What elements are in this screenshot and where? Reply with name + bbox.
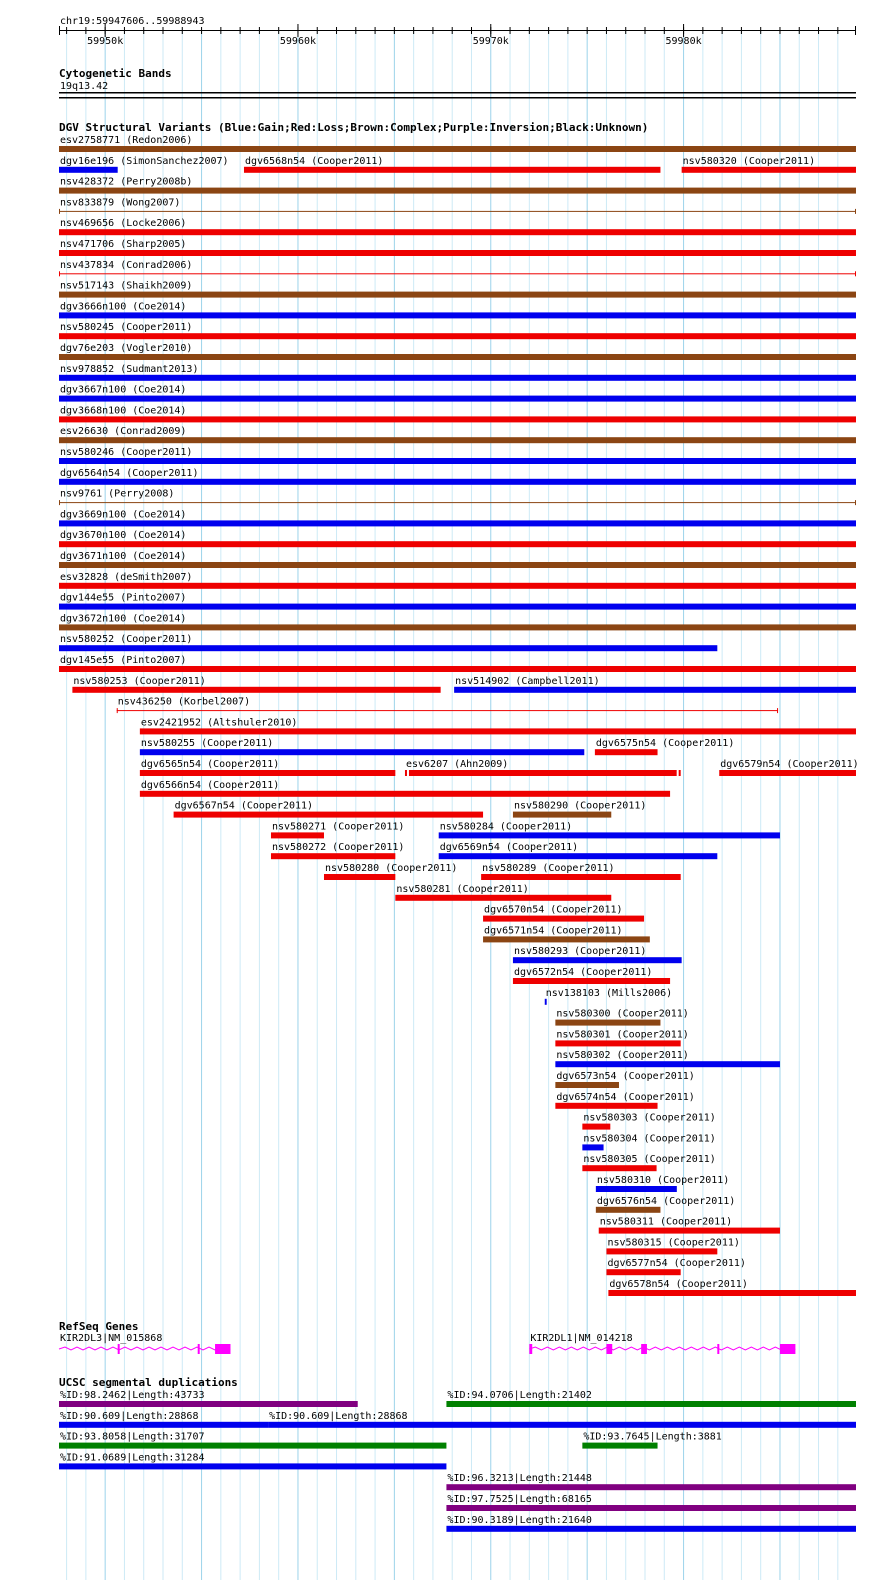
variant-label: nsv580253 (Cooper2011) (73, 675, 206, 687)
variant-bar (555, 1061, 780, 1067)
segdup-bar (59, 1443, 446, 1449)
cytoband-bar-bottom (59, 97, 856, 99)
variant-bar (117, 710, 778, 711)
gene-exon (641, 1344, 647, 1354)
cytoband-label: 19q13.42 (60, 81, 109, 92)
variant-bar (582, 1124, 610, 1130)
variant-bar-gap (677, 770, 679, 776)
segdup-bar (59, 1422, 268, 1428)
segdup-label: %ID:98.2462|Length:43733 (60, 1390, 205, 1401)
variant-label: dgv3670n100 (Coe2014) (60, 530, 187, 542)
variant-bar (59, 416, 856, 422)
segdup-track (59, 1376, 856, 1532)
variant-label: nsv514902 (Campbell2011) (455, 675, 600, 687)
variant-label: esv26630 (Conrad2009) (60, 426, 187, 438)
variant-label: nsv580281 (Cooper2011) (396, 883, 529, 895)
variant-label: esv2421952 (Altshuler2010) (140, 717, 298, 729)
variant-label: dgv3671n100 (Coe2014) (60, 551, 187, 562)
variant-bar (59, 541, 856, 547)
variant-label: esv32828 (deSmith2007) (60, 571, 193, 583)
segdup-bar (446, 1526, 856, 1532)
gene-exon (606, 1344, 612, 1354)
dgv-track-title: DGV Structural Variants (Blue:Gain;Red:Loss;Brown:Complex;Purple:Inversion;Black:Unknown) (59, 121, 649, 134)
variant-bar (59, 375, 856, 381)
variant-bar (140, 791, 670, 797)
variant-bar (719, 770, 856, 776)
variant-bar-start-cap (59, 271, 60, 276)
variant-bar (595, 749, 658, 755)
variant-label: dgv6579n54 (Cooper2011) (720, 759, 859, 770)
segdup-bar (268, 1422, 856, 1428)
variant-bar (271, 832, 324, 838)
variant-bar (513, 957, 682, 963)
variant-label: nsv580302 (Cooper2011) (556, 1050, 689, 1062)
variant-bar (59, 562, 856, 568)
variant-label: dgv3666n100 (Coe2014) (60, 301, 187, 313)
dgv-track (59, 121, 859, 1296)
variant-label: nsv580289 (Cooper2011) (482, 863, 615, 874)
variant-label: dgv16e196 (SimonSanchez2007) (60, 155, 229, 167)
variant-label: nsv580284 (Cooper2011) (439, 821, 573, 833)
cytoband-track-title: Cytogenetic Bands (59, 67, 172, 80)
variant-bar (555, 1103, 657, 1109)
variant-bar (582, 1165, 656, 1171)
variant-label: nsv471706 (Sharp2005) (60, 239, 187, 250)
variant-label: nsv580271 (Cooper2011) (271, 821, 405, 833)
variant-bar (395, 895, 611, 901)
segdup-track-title: UCSC segmental duplications (59, 1376, 238, 1389)
variant-bar (324, 874, 395, 880)
variant-bar (481, 874, 681, 880)
variant-label: dgv6564n54 (Cooper2011) (60, 467, 199, 479)
segdup-bar (446, 1505, 856, 1511)
segdup-bar (582, 1443, 657, 1449)
variant-label: dgv6576n54 (Cooper2011) (596, 1195, 736, 1207)
variant-bar (59, 188, 856, 194)
gene-label: KIR2DL3|NM_015868 (60, 1333, 163, 1344)
variant-bar (59, 583, 856, 589)
variant-bar (59, 229, 856, 235)
variant-label: dgv3668n100 (Coe2014) (60, 405, 187, 417)
variant-bar (140, 770, 395, 776)
variant-label: nsv517143 (Shaikh2009) (60, 280, 193, 292)
variant-bar (59, 211, 856, 212)
variant-bar (59, 333, 856, 339)
refseq-track-title: RefSeq Genes (59, 1320, 139, 1333)
gene-exon (198, 1344, 200, 1354)
variant-label: dgv3672n100 (Coe2014) (60, 613, 187, 625)
variant-bar (59, 396, 856, 402)
ruler-tick-label: 59960k (279, 36, 317, 47)
variant-label: nsv580303 (Cooper2011) (583, 1112, 716, 1124)
variant-bar-end-cap (855, 271, 856, 276)
variant-bar-end-cap (855, 209, 856, 214)
variant-bar-end-cap (777, 708, 778, 713)
variant-label: nsv833879 (Wong2007) (60, 197, 181, 209)
variant-bar (140, 749, 584, 755)
variant-label: dgv6565n54 (Cooper2011) (140, 759, 280, 770)
segdup-label: %ID:97.7525|Length:68165 (447, 1494, 592, 1505)
variant-label: dgv6578n54 (Cooper2011) (609, 1279, 748, 1290)
variant-label: nsv580315 (Cooper2011) (607, 1237, 740, 1249)
variant-label: nsv580304 (Cooper2011) (583, 1133, 716, 1145)
gene-exon (717, 1344, 719, 1354)
variant-bar (72, 687, 440, 693)
variant-bar (59, 645, 717, 651)
variant-label: dgv6568n54 (Cooper2011) (244, 155, 384, 167)
variant-bar-start-cap (59, 500, 60, 505)
variant-bar (271, 853, 395, 859)
variant-label: nsv580293 (Cooper2011) (513, 946, 647, 958)
segdup-label: %ID:93.8058|Length:31707 (60, 1431, 205, 1443)
variant-label: dgv6571n54 (Cooper2011) (484, 925, 623, 937)
variant-label: nsv580245 (Cooper2011) (60, 322, 193, 334)
variant-bar (606, 1248, 717, 1254)
variant-label: dgv3667n100 (Coe2014) (60, 384, 187, 396)
segdup-label: %ID:94.0706|Length:21402 (447, 1390, 592, 1401)
variant-label: nsv580290 (Cooper2011) (513, 800, 647, 812)
variant-bar (582, 1144, 603, 1150)
variant-bar (59, 167, 118, 173)
variant-label: nsv580272 (Cooper2011) (271, 842, 405, 854)
variant-bar (555, 1082, 619, 1088)
variant-bar (140, 728, 856, 734)
variant-bar (454, 687, 856, 693)
variant-bar-end-cap (855, 500, 856, 505)
variant-bar (483, 936, 650, 942)
variant-bar-gap (407, 770, 409, 776)
variant-bar (606, 1269, 680, 1275)
gene-exon (118, 1344, 120, 1354)
variant-bar (59, 520, 856, 526)
variant-bar (608, 1290, 856, 1296)
ruler-tick-label: 59980k (665, 36, 702, 47)
variant-label: dgv76e203 (Vogler2010) (60, 343, 193, 354)
variant-bar (59, 250, 856, 256)
variant-label: dgv6567n54 (Cooper2011) (174, 800, 314, 812)
variant-bar (59, 502, 856, 503)
variant-bar (545, 999, 547, 1005)
variant-bar (59, 666, 856, 672)
variant-bar (59, 312, 856, 318)
variant-bar-start-cap (59, 209, 60, 214)
variant-label: dgv6574n54 (Cooper2011) (556, 1091, 695, 1103)
gene-exon (529, 1344, 532, 1354)
segdup-bar (59, 1401, 358, 1407)
variant-label: dgv6566n54 (Cooper2011) (140, 779, 280, 791)
variant-bar (555, 1020, 660, 1026)
ruler-tick-label: 59970k (472, 36, 509, 47)
segdup-bar (446, 1484, 856, 1490)
variant-label: dgv6569n54 (Cooper2011) (439, 842, 579, 854)
variant-bar (59, 292, 856, 298)
variant-label: nsv138103 (Mills2006) (545, 987, 673, 999)
variant-label: nsv437834 (Conrad2006) (60, 259, 193, 271)
variant-bar (596, 1186, 677, 1192)
gene-intron-line (59, 1347, 230, 1350)
variant-label: dgv6577n54 (Cooper2011) (607, 1258, 746, 1270)
variant-bar (59, 624, 856, 630)
variant-label: nsv580301 (Cooper2011) (556, 1029, 689, 1041)
variant-label: dgv145e55 (Pinto2007) (60, 655, 187, 666)
refseq-track (59, 1320, 795, 1354)
gene-exon (780, 1344, 795, 1354)
variant-bar (59, 479, 856, 485)
variant-bar (59, 354, 856, 360)
segdup-label: %ID:90.609|Length:28868 (269, 1410, 408, 1422)
variant-bar (596, 1207, 661, 1213)
variant-label: dgv3669n100 (Coe2014) (60, 509, 187, 521)
variant-bar (513, 978, 670, 984)
variant-bar-start-cap (117, 708, 118, 713)
variant-label: nsv580320 (Cooper2011) (682, 155, 816, 167)
segdup-bar (59, 1463, 446, 1469)
variant-label: nsv978852 (Sudmant2013) (60, 363, 199, 375)
variant-bar (599, 1228, 780, 1234)
variant-label: dgv6570n54 (Cooper2011) (484, 904, 623, 916)
gene-label: KIR2DL1|NM_014218 (530, 1333, 633, 1344)
variant-bar (439, 853, 718, 859)
variant-bar (513, 812, 611, 818)
segdup-label: %ID:90.609|Length:28868 (60, 1410, 199, 1422)
variant-label: nsv580252 (Cooper2011) (60, 634, 193, 646)
variant-label: nsv9761 (Perry2008) (60, 488, 175, 500)
variant-label: nsv436250 (Korbel2007) (117, 696, 251, 708)
variant-label: dgv6572n54 (Cooper2011) (513, 967, 653, 978)
variant-bar (244, 167, 660, 173)
variant-label: nsv580246 (Cooper2011) (60, 447, 193, 458)
variant-label: nsv580255 (Cooper2011) (140, 738, 274, 750)
variant-label: nsv580310 (Cooper2011) (596, 1175, 730, 1186)
variant-label: nsv469656 (Locke2006) (60, 218, 187, 230)
variant-label: esv2758771 (Redon2006) (60, 135, 193, 146)
variant-label: nsv580280 (Cooper2011) (324, 863, 458, 874)
ruler-tick-label: 59950k (87, 36, 124, 47)
segdup-label: %ID:91.0689|Length:31284 (60, 1452, 205, 1464)
cytoband-track (59, 67, 856, 99)
gene-exon (215, 1344, 230, 1354)
variant-bar (59, 437, 856, 443)
variant-bar (483, 916, 644, 922)
variant-label: dgv6575n54 (Cooper2011) (595, 738, 735, 750)
cytoband-bar-top (59, 92, 856, 94)
variant-bar (439, 832, 780, 838)
variant-label: dgv144e55 (Pinto2007) (60, 592, 187, 604)
region-label: chr19:59947606..59988943 (60, 16, 205, 27)
ruler (59, 16, 856, 47)
segdup-label: %ID:90.3189|Length:21640 (447, 1514, 592, 1526)
variant-label: nsv580300 (Cooper2011) (556, 1008, 689, 1020)
segdup-bar (446, 1401, 856, 1407)
variant-bar (59, 458, 856, 464)
variant-bar (59, 604, 856, 610)
variant-bar (555, 1040, 680, 1046)
variant-label: nsv580305 (Cooper2011) (583, 1154, 716, 1166)
variant-bar (59, 273, 856, 274)
variant-label: nsv428372 (Perry2008b) (60, 176, 193, 188)
variant-label: nsv580311 (Cooper2011) (599, 1216, 733, 1228)
gene-intron-line (529, 1347, 795, 1350)
variant-label: dgv6573n54 (Cooper2011) (556, 1071, 695, 1082)
variant-label: esv6207 (Ahn2009) (405, 759, 509, 770)
segdup-label: %ID:96.3213|Length:21448 (447, 1473, 592, 1485)
variant-bar (59, 146, 856, 152)
variant-bar (174, 812, 483, 818)
variant-bar (682, 167, 856, 173)
segdup-label: %ID:93.7645|Length:3881 (583, 1431, 722, 1443)
variant-bar (405, 770, 681, 776)
